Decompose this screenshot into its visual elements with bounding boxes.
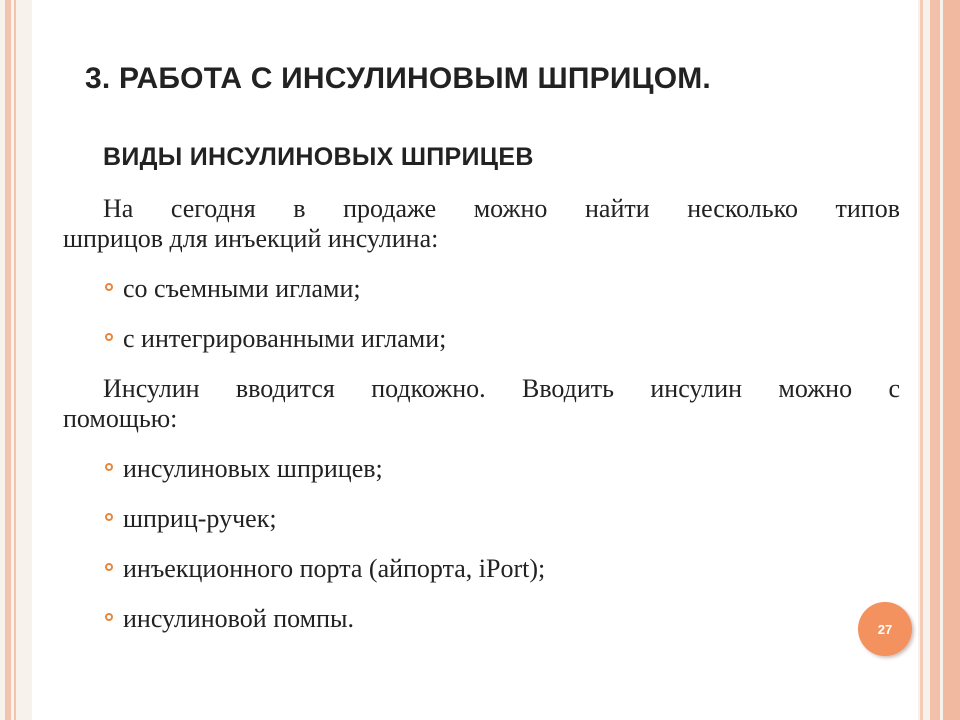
paragraph-intro-line2: шприцов для инъекций инсулина:	[63, 224, 439, 253]
slide-title: 3. РАБОТА С ИНСУЛИНОВЫМ ШПРИЦОМ.	[85, 62, 711, 95]
left-border-stripe	[5, 0, 11, 720]
paragraph-methods	[63, 374, 900, 434]
paragraph-methods-line1: Инсулин вводится подкожно. Вводить инсулин можно с	[103, 374, 900, 403]
right-border-stripe	[930, 0, 940, 720]
list-item-text: инсулиновых шприцев;	[123, 454, 383, 483]
page-number-badge: 27	[858, 602, 912, 656]
right-border-stripe	[920, 0, 923, 720]
bullet-circle-icon	[105, 513, 113, 521]
list-item-text: шприц-ручек;	[123, 504, 277, 533]
list-item	[103, 274, 900, 304]
list-item-text: инъекционного порта (айпорта, iPort);	[123, 554, 546, 583]
bullet-circle-icon	[105, 333, 113, 341]
bullet-circle-icon	[105, 613, 113, 621]
list-item-text: со съемными иглами;	[123, 274, 361, 303]
list-item	[103, 604, 900, 634]
list-item	[103, 554, 900, 584]
list-item-text: с интегрированными иглами;	[123, 324, 447, 353]
list-item-text: инсулиновой помпы.	[123, 604, 354, 633]
bullet-circle-icon	[105, 563, 113, 571]
list-item	[103, 324, 900, 354]
paragraph-intro-line1: На сегодня в продаже можно найти несколько типов	[103, 194, 900, 223]
bullet-circle-icon	[105, 463, 113, 471]
paragraph-intro	[63, 194, 900, 254]
slide-body	[63, 132, 900, 634]
left-border-thin-stripe	[14, 0, 16, 720]
paragraph-methods-line2: помощью:	[63, 404, 178, 433]
right-border-stripe	[943, 0, 960, 720]
subheading: ВИДЫ ИНСУЛИНОВЫХ ШПРИЦЕВ	[103, 143, 534, 171]
list-item	[103, 504, 900, 534]
bullet-circle-icon	[105, 283, 113, 291]
list-item	[103, 454, 900, 484]
